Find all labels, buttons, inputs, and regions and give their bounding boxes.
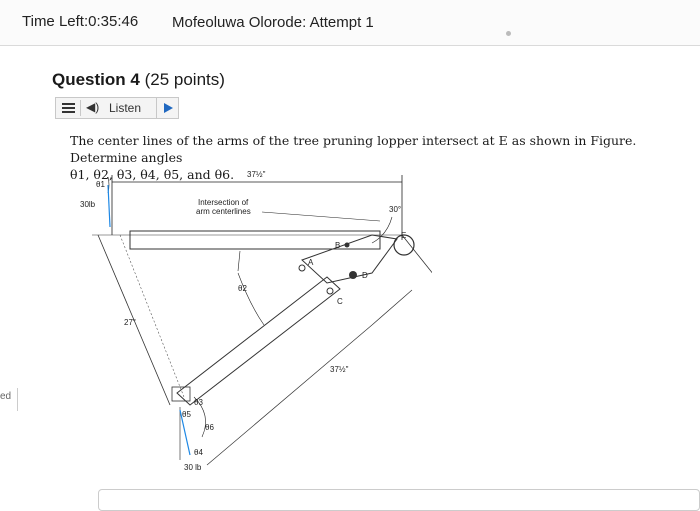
upper-handle xyxy=(130,231,380,249)
attempt-title: Mofeoluwa Olorode: Attempt 1 xyxy=(172,14,374,31)
time-left: Time Left:0:35:46 xyxy=(22,13,139,30)
theta5-label: θ5 xyxy=(182,410,191,419)
question-text-line2: θ1, θ2, θ3, θ4, θ5, and θ6. xyxy=(70,167,235,182)
point-a-label: A xyxy=(308,258,314,267)
listen-label[interactable]: Listen xyxy=(109,101,142,115)
theta4-label: θ4 xyxy=(194,448,203,457)
load-bottom-label: 30 lb xyxy=(184,463,202,472)
arm-centerlines-label: arm centerlines xyxy=(196,207,251,216)
load-arrow-top xyxy=(108,185,110,227)
speaker-icon: ◀) xyxy=(86,100,100,114)
listen-toolbar[interactable] xyxy=(55,97,179,119)
theta3-label: θ3 xyxy=(194,398,203,407)
sidebar-collapsed-label[interactable]: ed xyxy=(0,388,18,411)
theta2-label: θ2 xyxy=(238,284,247,293)
dim-right-label: 37½" xyxy=(330,365,349,374)
hamburger-menu-icon[interactable] xyxy=(58,100,81,116)
point-e-label: E xyxy=(401,231,407,240)
dim-left-label: 27" xyxy=(124,318,136,327)
question-points: (25 points) xyxy=(144,70,225,89)
question-title xyxy=(52,70,225,90)
lopper-figure xyxy=(72,165,432,480)
point-c-label: C xyxy=(337,297,343,306)
top-bar xyxy=(0,0,700,46)
load-top-label: 30lb xyxy=(80,200,96,209)
angle-30-label: 30° xyxy=(389,205,402,214)
point-d-label: D xyxy=(362,271,368,280)
status-dot xyxy=(506,31,511,36)
dim-top-label: 37½" xyxy=(247,170,266,179)
theta1-label: θ1 xyxy=(96,180,105,189)
intersection-label: Intersection of xyxy=(198,198,249,207)
play-icon[interactable] xyxy=(156,98,179,118)
lower-handle xyxy=(177,277,340,405)
theta6-label: θ6 xyxy=(205,423,214,432)
question-number: Question 4 xyxy=(52,70,140,89)
point-b-label: B xyxy=(335,241,341,250)
question-text-line1: The center lines of the arms of the tree pruning lopper intersect at E as shown in Figure. Determine angles xyxy=(70,133,637,165)
answer-area[interactable] xyxy=(98,489,700,511)
